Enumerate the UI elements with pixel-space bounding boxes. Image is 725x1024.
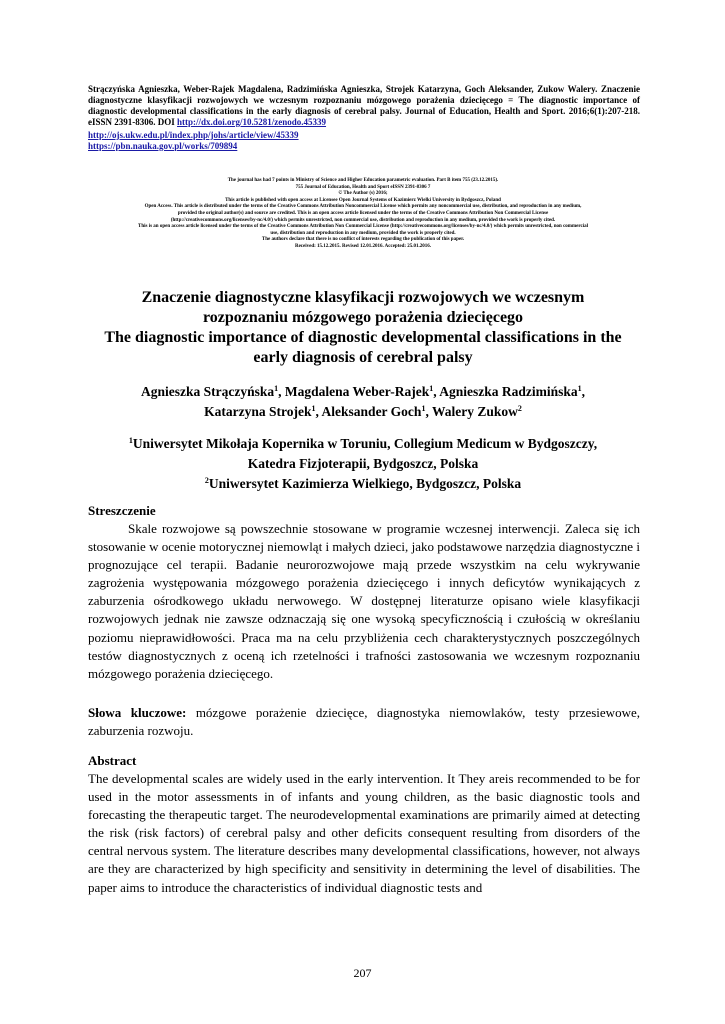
doi-link[interactable]: http://dx.doi.org/10.5281/zenodo.45339 — [177, 117, 327, 127]
title-en-line1: The diagnostic importance of diagnostic developmental classifications in the — [104, 329, 622, 346]
pbn-link[interactable]: https://pbn.nauka.gov.pl/works/709894 — [88, 141, 238, 151]
journal-info-line: This is an open access article licensed under the terms of the Creative Commons Attribution Non Commercial License (http://creativecommons.org/licenses/by-nc/4.0/) which permits unrestricted, non commercial — [138, 224, 588, 230]
ojs-link[interactable]: http://ojs.ukw.edu.pl/index.php/johs/article/view/45339 — [88, 130, 299, 140]
abstract-heading: Abstract — [88, 753, 137, 768]
journal-info-line: © The Author (s) 2016; — [338, 191, 388, 197]
affiliations — [90, 434, 636, 494]
author-affiliation-mark: 1 — [577, 384, 582, 393]
affiliation-1-line2: Katedra Fizjoterapii, Bydgoszcz, Polska — [247, 456, 479, 471]
journal-info-line: This article is published with open access at Licensee Open Journal Systems of Kazimierz Wielki University in Bydgoszcz, Poland — [225, 197, 501, 203]
affiliation-2-line1: Uniwersytet Kazimierza Wielkiego, Bydgoszcz, Polska — [208, 476, 522, 491]
author-name: Agnieszka Strączyńska — [140, 384, 275, 399]
author-separator: , — [425, 404, 432, 419]
streszczenie-heading: Streszczenie — [88, 503, 156, 518]
author-affiliation-mark: 2 — [517, 404, 522, 413]
abstract-body: The developmental scales are widely used in the early intervention. It They areis recommended to be for used in the motor assessments in of infants and young children, as the basic diagnostic tools and forecasting the therapeutic target. The neurodevelopmental examinations are primarily aimed at detecting the risk (risk factors) of cerebral palsy and other deficits consequent resulting from disorders of the central nervous system. The literature describes many developmental classifications, however, not always are they are characterized by high specificity and sensitivity in determining the level of disabilities. The paper aims to introduce the characteristics of individual diagnostic tests and — [88, 771, 640, 895]
author-name: Walery Zukow — [431, 404, 518, 419]
title-pl-line2: rozpoznaniu mózgowego porażenia dziecięcego — [202, 309, 524, 326]
author-affiliation-mark: 1 — [429, 384, 434, 393]
affiliation-mark: 2 — [204, 476, 209, 485]
author-separator: , — [581, 384, 586, 399]
title-en-line2: early diagnosis of cerebral palsy — [253, 349, 473, 366]
author-list — [90, 382, 636, 422]
author-name: Aleksander Goch — [321, 404, 422, 419]
journal-info-line: The authors declare that there is no conflict of interests regarding the publication of this paper. — [261, 237, 465, 243]
journal-info-line: provided the original author(s) and source are credited. This is an open access article licensed under the terms of the Creative Commons Attribution Non Commercial License — [177, 210, 549, 216]
author-name: Agnieszka Radzimińska — [439, 384, 578, 399]
affiliation-mark: 1 — [128, 436, 133, 445]
keywords-text: mózgowe porażenie dziecięce, diagnostyka niemowlaków, testy przesiewowe, zaburzenia rozwoju. — [88, 705, 640, 739]
page-number: 207 — [353, 966, 372, 980]
citation-text: Strączyńska Agnieszka, Weber-Rajek Magdalena, Radzimińska Agnieszka, Strojek Katarzyna, Goch Aleksander, Zukow Walery. Znaczenie diagnostyczne klasyfikacji rozwojowych we wczesnym rozpoznaniu mózgowego porażenia dziecięcego = The diagnostic importance of diagnostic developmental classifications in the early diagnosis of cerebral palsy. Journal of Education, Health and Sport. 2016;6(1):207-218. eISSN 2391-8306. DOI — [88, 84, 640, 127]
journal-info-line: Open Access. This article is distributed under the terms of the Creative Commons Attribution Noncommercial License which permits any noncommercial use, distribution, and reproduction in any medium, — [144, 204, 582, 210]
author-affiliation-mark: 1 — [311, 404, 316, 413]
title-pl-line1: Znaczenie diagnostyczne klasyfikacji rozwojowych we wczesnym — [141, 289, 585, 306]
journal-info-line: use, distribution and reproduction in any medium, provided the work is properly cited. — [270, 230, 456, 236]
keywords-label: Słowa kluczowe: — [88, 705, 187, 720]
author-separator: , — [278, 384, 285, 399]
citation-block — [88, 84, 640, 128]
keywords — [88, 704, 640, 740]
streszczenie-body: Skale rozwojowe są powszechnie stosowane w programie wczesnej interwencji. Zaleca się ich stosowanie w ocenie motorycznej niemowląt i małych dzieci, jako podstawowe narzędzia diagnostyczne i prognozujące cel terapii. Badanie neurorozwojowe mają przede wszystkim na celu wykrywanie zagrożenia występowania mózgowego porażenia dziecięcego i innych deficytów wynikających z zaburzenia ośrodkowego układu nerwowego. W dostępnej literaturze opisano wiele klasyfikacji rozwojowych jednak nie zawsze odznaczają się one wysoką specyficznością i czułością w określaniu poziomu nieprawidłowości. Praca ma na celu przybliżenia cech charakterystycznych poszczególnych testów diagnostycznych z oceną ich rzetelności i trafności zastosowania we wczesnym rozpoznaniu mózgowego porażenia dziecięcego. — [88, 521, 640, 681]
author-separator: , — [315, 404, 322, 419]
citation-links — [88, 130, 640, 152]
journal-info-line: 755 Journal of Education, Health and Sport eISSN 2391-8306 7 — [295, 184, 431, 190]
author-affiliation-mark: 1 — [274, 384, 279, 393]
author-name: Magdalena Weber-Rajek — [284, 384, 430, 399]
journal-info-line: Received: 15.12.2015. Revised 12.01.2016. Accepted: 25.01.2016. — [294, 243, 432, 249]
article-title — [80, 288, 646, 368]
journal-info-line: (http://creativecommons.org/licenses/by-nc/4.0/) which permits unrestricted, non commercial use, distribution and reproduction in any medium, provided the work is properly cited. — [170, 217, 556, 223]
author-affiliation-mark: 1 — [421, 404, 426, 413]
affiliation-1-line1: Uniwersytet Mikołaja Kopernika w Toruniu, Collegium Medicum w Bydgoszczy, — [132, 436, 598, 451]
author-separator: , — [433, 384, 440, 399]
author-name: Katarzyna Strojek — [204, 404, 312, 419]
journal-info — [80, 178, 646, 251]
journal-info-line: The journal has had 7 points in Ministry of Science and Higher Education parametric evaluation. Part B item 755 (23.12.2015). — [227, 178, 499, 183]
